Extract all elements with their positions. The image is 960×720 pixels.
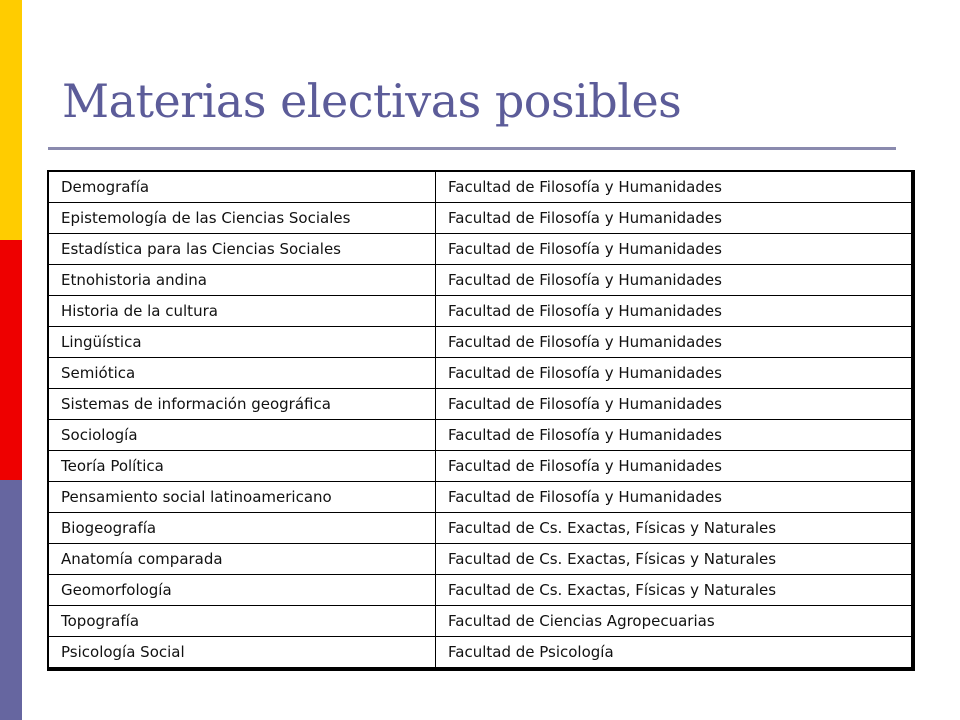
subject-cell: Teoría Política — [49, 451, 436, 482]
side-bar-red — [0, 240, 22, 480]
subject-cell: Lingüística — [49, 327, 436, 358]
faculty-cell: Facultad de Filosofía y Humanidades — [436, 358, 912, 389]
title-divider — [48, 147, 896, 150]
faculty-cell: Facultad de Filosofía y Humanidades — [436, 172, 912, 203]
electives-table-body — [49, 172, 912, 668]
faculty-cell: Facultad de Filosofía y Humanidades — [436, 296, 912, 327]
faculty-cell: Facultad de Filosofía y Humanidades — [436, 265, 912, 296]
table-row — [49, 234, 912, 265]
table-row — [49, 358, 912, 389]
subject-cell: Semiótica — [49, 358, 436, 389]
faculty-cell: Facultad de Filosofía y Humanidades — [436, 420, 912, 451]
faculty-cell: Facultad de Psicología — [436, 637, 912, 668]
table-row — [49, 296, 912, 327]
subject-cell: Sistemas de información geográfica — [49, 389, 436, 420]
table-row — [49, 265, 912, 296]
subject-cell: Epistemología de las Ciencias Sociales — [49, 203, 436, 234]
subject-cell: Topografía — [49, 606, 436, 637]
faculty-cell: Facultad de Filosofía y Humanidades — [436, 482, 912, 513]
faculty-cell: Facultad de Filosofía y Humanidades — [436, 327, 912, 358]
faculty-cell: Facultad de Filosofía y Humanidades — [436, 451, 912, 482]
subject-cell: Biogeografía — [49, 513, 436, 544]
subject-cell: Anatomía comparada — [49, 544, 436, 575]
table-row — [49, 451, 912, 482]
slide-title: Materias electivas posibles — [62, 74, 682, 128]
side-bar-yellow — [0, 0, 22, 240]
subject-cell: Geomorfología — [49, 575, 436, 606]
electives-table — [47, 170, 915, 671]
table-row — [49, 606, 912, 637]
subject-cell: Demografía — [49, 172, 436, 203]
side-bar-blue — [0, 480, 22, 720]
faculty-cell: Facultad de Filosofía y Humanidades — [436, 389, 912, 420]
subject-cell: Estadística para las Ciencias Sociales — [49, 234, 436, 265]
subject-cell: Pensamiento social latinoamericano — [49, 482, 436, 513]
subject-cell: Etnohistoria andina — [49, 265, 436, 296]
table-row — [49, 513, 912, 544]
table-row — [49, 172, 912, 203]
table-row — [49, 575, 912, 606]
faculty-cell: Facultad de Ciencias Agropecuarias — [436, 606, 912, 637]
faculty-cell: Facultad de Cs. Exactas, Físicas y Naturales — [436, 544, 912, 575]
table-row — [49, 482, 912, 513]
subject-cell: Sociología — [49, 420, 436, 451]
table-row — [49, 420, 912, 451]
faculty-cell: Facultad de Filosofía y Humanidades — [436, 203, 912, 234]
table-row — [49, 389, 912, 420]
faculty-cell: Facultad de Filosofía y Humanidades — [436, 234, 912, 265]
table-row — [49, 203, 912, 234]
table-row — [49, 544, 912, 575]
table-row — [49, 327, 912, 358]
subject-cell: Historia de la cultura — [49, 296, 436, 327]
faculty-cell: Facultad de Cs. Exactas, Físicas y Naturales — [436, 513, 912, 544]
faculty-cell: Facultad de Cs. Exactas, Físicas y Naturales — [436, 575, 912, 606]
subject-cell: Psicología Social — [49, 637, 436, 668]
table-row — [49, 637, 912, 668]
